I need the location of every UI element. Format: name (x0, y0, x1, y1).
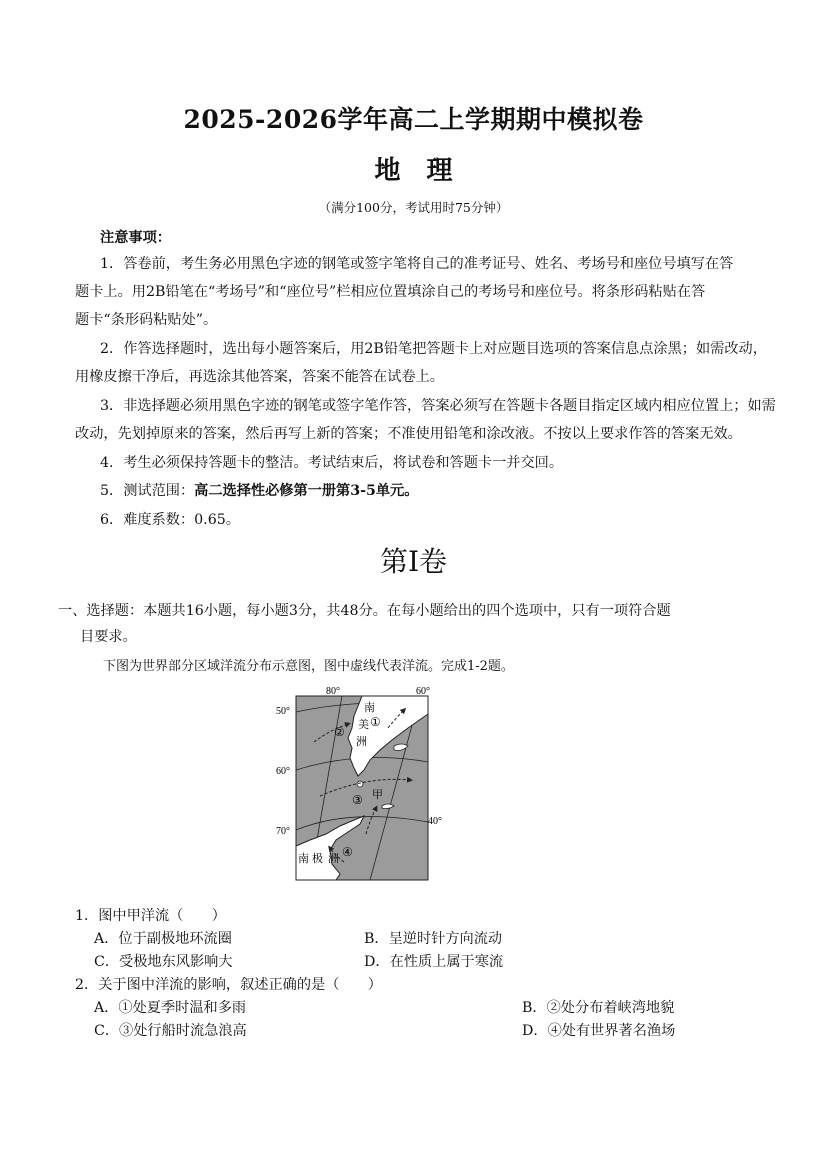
notice-item-6: 6．难度系数：0.65。 (100, 512, 240, 528)
sa-label-2: 美 (358, 719, 369, 731)
marker-4: ④ (342, 845, 353, 859)
notice-item-3-line-1: 3．非选择题必须用黑色字迹的钢笔或签字笔作答，答案必须写在答题卡各题目指定区域内相应位置上；如需 (100, 398, 776, 414)
question-1-option-d: D．在性质上属于寒流 (364, 954, 504, 970)
lon-label-40: 40° (428, 816, 442, 827)
notice-item-2-line-2: 用橡皮擦干净后，再选涂其他答案，答案不能答在试卷上。 (75, 369, 444, 385)
section-1-line-1: 一、选择题：本题共16小题，每小题3分，共48分。在每小题给出的四个选项中，只有一项符合题 (58, 603, 671, 619)
full-marks-note: （满分100分，考试用时75分钟） (318, 200, 509, 215)
notice-item-5-prefix: 5．测试范围： (100, 483, 195, 499)
volume-title: 第I卷 (379, 545, 448, 578)
notice-item-1-line-2: 题卡上。用2B铅笔在“考场号”和“座位号”栏相应位置填涂自己的考场号和座位号。将条形码粘贴在答 (75, 284, 706, 300)
sa-label-1: 南 (364, 702, 375, 714)
exam-title: 2025-2026学年高二上学期期中模拟卷 (183, 105, 644, 134)
notice-item-1-line-1: 1．答卷前，考生务必用黑色字迹的钢笔或签字笔将自己的准考证号、姓名、考场号和座位号填写在答 (100, 256, 734, 272)
question-2-option-a: A．①处夏季时温和多雨 (94, 1000, 247, 1016)
notice-item-3-line-2: 改动，先划掉原来的答案，然后再写上新的答案；不准使用铅笔和涂改液。不按以上要求作答的答案无效。 (75, 426, 742, 442)
lat-label-50: 50° (276, 706, 290, 717)
section-1-line-2: 目要求。 (80, 629, 137, 645)
lon-label-80: 80° (326, 686, 340, 697)
notice-item-4: 4．考生必须保持答题卡的整洁。考试结束后，将试卷和答题卡一并交回。 (100, 455, 564, 471)
question-1-option-a: A．位于副极地环流圈 (94, 931, 232, 947)
subject-title: 地理 (374, 156, 479, 186)
notice-item-5-range: 高二选择性必修第一册第3-5单元。 (194, 483, 419, 499)
question-1-option-c: C．受极地东风影响大 (94, 954, 233, 970)
question-2-option-c: C．③处行船时流急浪高 (94, 1023, 247, 1039)
question-1-option-b: B．呈逆时针方向流动 (364, 931, 503, 947)
map-intro: 下图为世界部分区域洋流分布示意图，图中虚线代表洋流。完成1-2题。 (103, 659, 514, 674)
marker-2: ② (334, 725, 345, 739)
lat-label-70: 70° (276, 826, 290, 837)
marker-3: ③ (352, 793, 363, 807)
current-label-jia: 甲 (372, 789, 383, 801)
marker-1: ① (370, 715, 381, 729)
lat-label-60: 60° (276, 766, 290, 777)
notice-item-2-line-1: 2．作答选择题时，选出每小题答案后，用2B铅笔把答题卡上对应题目选项的答案信息点涂黑；如需改动， (100, 341, 767, 357)
sa-label-3: 洲 (356, 736, 367, 748)
notice-item-1-line-3: 题卡“条形码粘贴处”。 (75, 312, 218, 328)
lon-label-60: 60° (416, 686, 430, 697)
ocean-current-map (270, 684, 440, 886)
question-2-option-b: B．②处分布着峡湾地貌 (522, 1000, 675, 1016)
ant-label-3: 洲 (328, 853, 339, 865)
ant-label-2: 极 (312, 853, 323, 865)
question-2-stem: 2．关于图中洋流的影响，叙述正确的是（ ） (75, 977, 382, 993)
ant-label-1: 南 (298, 853, 309, 865)
question-1-stem: 1．图中甲洋流（ ） (75, 908, 226, 924)
question-2-option-d: D．④处有世界著名渔场 (522, 1023, 676, 1039)
notice-item-5 (100, 477, 418, 505)
island-small (357, 781, 363, 787)
notice-heading: 注意事项： (100, 230, 171, 246)
